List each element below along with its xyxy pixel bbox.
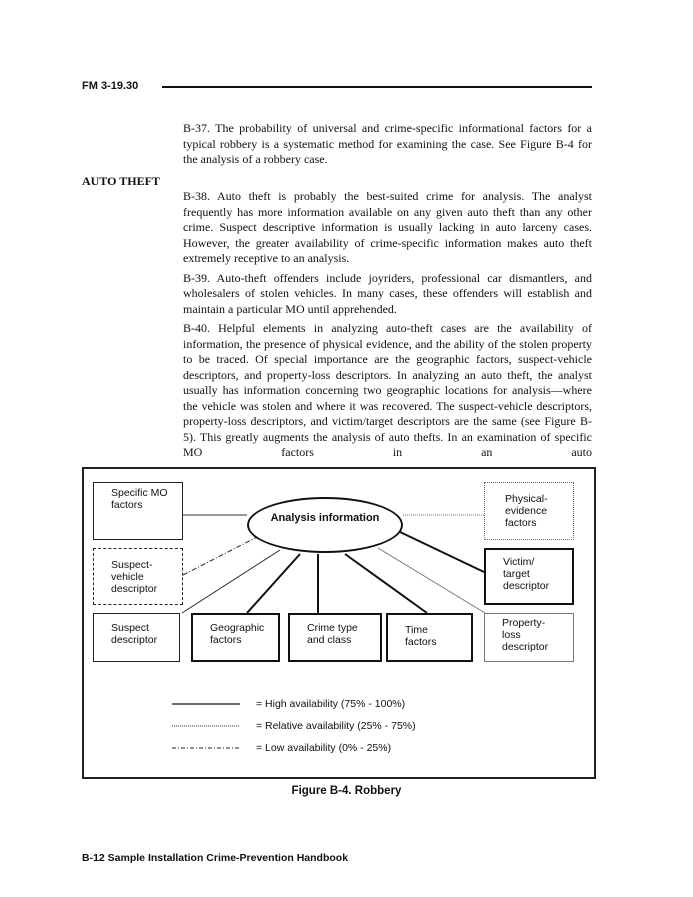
box-geographic: Geographic factors — [191, 613, 280, 662]
line-victim — [400, 532, 484, 572]
running-header: FM 3-19.30 — [82, 80, 139, 92]
legend-relative: = Relative availability (25% - 75%) — [256, 720, 416, 732]
line-property — [378, 548, 485, 613]
section-heading: AUTO THEFT — [82, 174, 160, 188]
box-suspect-vehicle: Suspect-vehicle descriptor — [93, 548, 183, 605]
box-crime-type: Crime type and class — [288, 613, 382, 662]
paragraph-b39: B-39. Auto-theft offenders include joyriders, professional car dismantlers, and wholesalers of stolen vehicles. In many cases, these offenders will establish and maintain a particular MO until apprehended. — [183, 270, 592, 316]
box-property-loss: Property-loss descriptor — [484, 613, 574, 662]
box-specific-mo: Specific MO factors — [93, 482, 183, 540]
legend-high: = High availability (75% - 100%) — [256, 698, 406, 710]
analysis-information-ellipse: Analysis information — [247, 497, 403, 553]
line-suspect-vehicle — [183, 537, 257, 575]
box-victim-target: Victim/ target descriptor — [484, 548, 574, 605]
box-physical-evidence: Physical-evidence factors — [484, 482, 574, 540]
figure-caption: Figure B-4. Robbery — [291, 785, 402, 797]
box-suspect-descriptor: Suspect descriptor — [93, 613, 180, 662]
line-time — [345, 554, 427, 613]
paragraph-b40: B-40. Helpful elements in analyzing auto-theft cases are the availability of information, the presence of physical evidence, and the ability of the stolen property to be traced. Of special importance are the geographic factors, suspect-vehicle descriptors, and property-loss descriptors. In analyzing an auto theft, the analyst usually has information concerning two geographic locations for analysis—where the vehicle was stolen and where it was recovered. The suspect-vehicle descriptors, property-loss descriptors, and victim/target descriptors are the same (see Figure B-5). This greatly augments the analysis of auto thefts. In an examination of specific MO factors in an auto — [183, 321, 592, 459]
section-body — [183, 189, 592, 465]
running-footer: B-12 Sample Installation Crime-Prevention Handbook — [82, 852, 349, 864]
line-suspect — [182, 550, 280, 613]
line-geographic — [247, 554, 300, 613]
paragraph-b37 — [183, 121, 592, 172]
paragraph-text: B-37. The probability of universal and crime-specific informational factors for a typical robbery is a systematic method for examining the case. See Figure B-4 for the analysis of a robbery case. — [183, 121, 592, 166]
legend-low: = Low availability (0% - 25%) — [256, 742, 392, 754]
paragraph-b38: B-38. Auto theft is probably the best-suited crime for analysis. The analyst frequently has more information available on any given auto theft than any other crime. Suspect descriptive information is usually lacking in auto larceny cases. However, the greater availability of crime-specific information makes auto theft extremely receptive to an analysis. — [183, 189, 592, 265]
box-time: Time factors — [386, 613, 473, 662]
